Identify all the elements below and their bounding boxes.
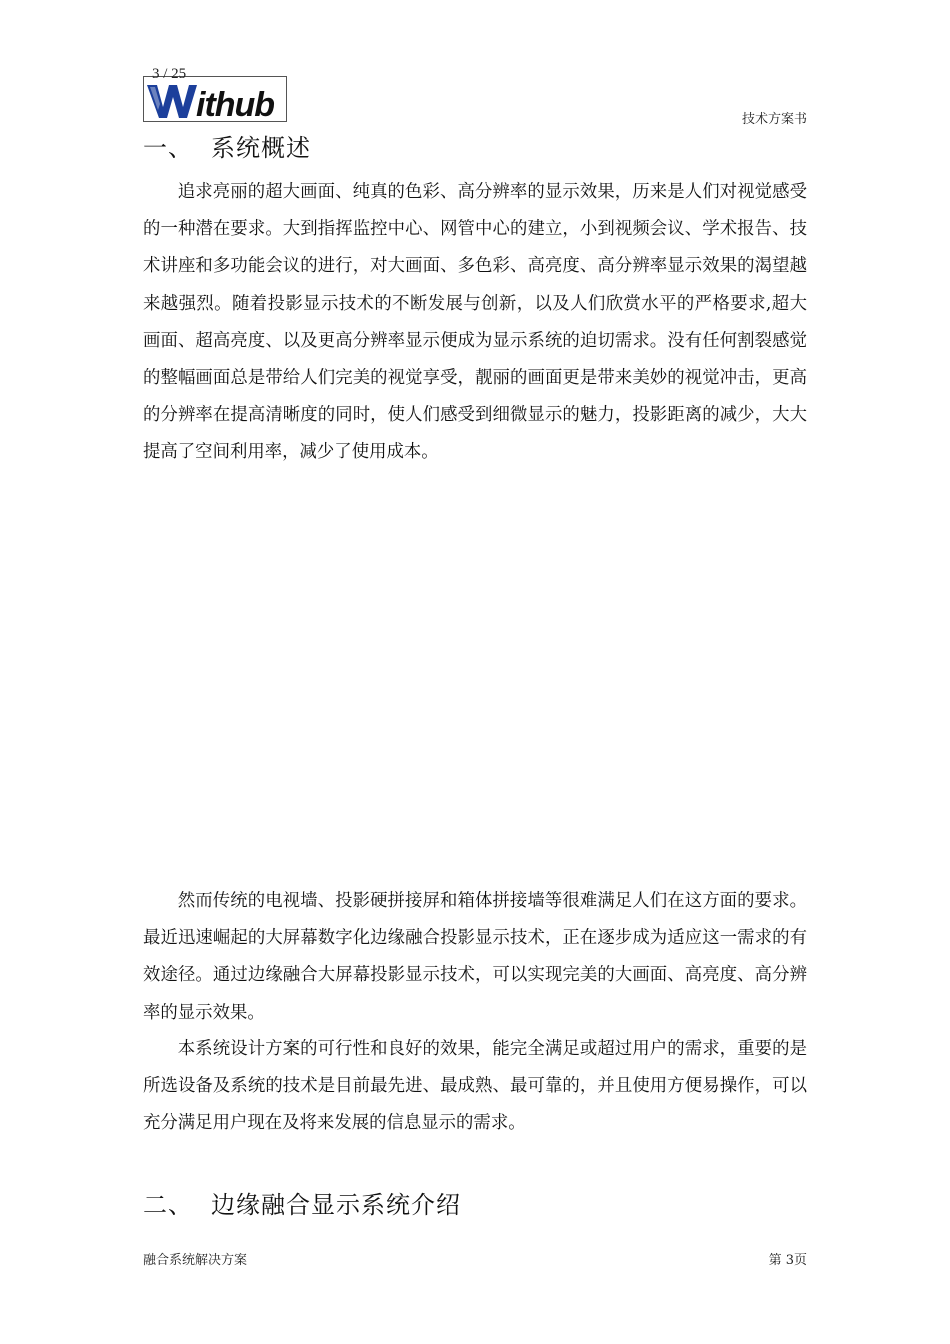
page-counter: 3 / 25: [152, 66, 187, 82]
section-title-1: 系统概述: [211, 134, 311, 162]
section-heading-2: [143, 1185, 461, 1220]
overview-paragraph-3: 本系统设计方案的可行性和良好的效果，能完全满足或超过用户的需求，重要的是所选设备及系统的技术是目前最先进、最成熟、最可靠的，并且使用方便易操作，可以充分满足用户现在及将来发展的信息显示的需求。: [143, 1039, 807, 1134]
overview-paragraph-2: 然而传统的电视墙、投影硬拼接屏和箱体拼接墙等很难满足人们在这方面的要求。最近迅速崛起的大屏幕数字化边缘融合投影显示技术，正在逐步成为适应这一需求的有效途径。通过边缘融合大屏幕投影显示技术，可以实现完美的大画面、高亮度、高分辨率的显示效果。: [143, 891, 807, 1023]
svg-text:ithub: ithub: [196, 86, 275, 121]
section-number-2: 二、: [143, 1191, 193, 1219]
overview-paragraph-1: 追求亮丽的超大画面、纯真的色彩、高分辨率的显示效果，历来是人们对视觉感受的一种潜在要求。大到指挥监控中心、网管中心的建立，小到视频会议、学术报告、技术讲座和多功能会议的进行，对大画面、多色彩、高亮度、高分辨率显示效果的渴望越来越强烈。随着投影显示技术的不断发展与创新，以及人们欣赏水平的严格要求,超大画面、超高亮度、以及更高分辨率显示便成为显示系统的迫切需求。没有任何割裂感觉的整幅画面总是带给人们完美的视觉享受，靓丽的画面更是带来美妙的视觉冲击，更高的分辨率在提高清晰度的同时，使人们感受到细微显示的魅力，投影距离的减少，大大提高了空间利用率，减少了使用成本。: [143, 182, 807, 463]
header-doc-type: 技术方案书: [741, 112, 807, 127]
section-heading-1: [143, 128, 311, 163]
section-number-1: 一、: [143, 134, 193, 162]
section-title-2: 边缘融合显示系统介绍: [211, 1191, 461, 1219]
footer-page-number: 第 3页: [768, 1253, 807, 1268]
footer-doc-title: 融合系统解决方案: [143, 1253, 248, 1268]
withub-logo-graphic: [144, 77, 286, 121]
